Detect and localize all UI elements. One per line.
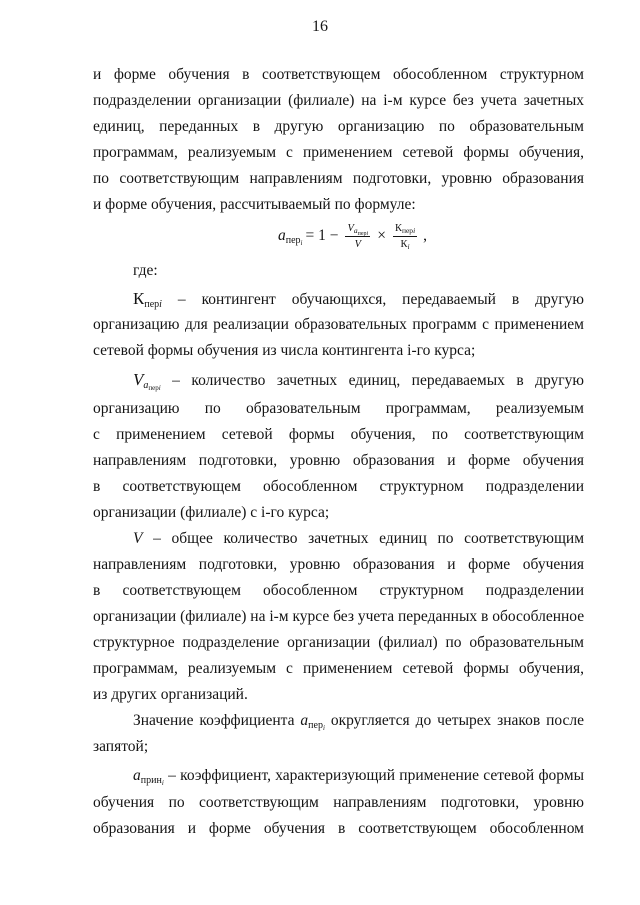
- def-v-line-6: программам, реализуемым с применением сетевой формы обучения,: [93, 660, 584, 677]
- paragraph-1-line-4: программам, реализуемым с применением сетевой формы обучения,: [93, 144, 584, 161]
- where-label: где:: [133, 262, 158, 279]
- def-k-per-line-3: сетевой формы обучения из числа контингента i-го курса;: [93, 342, 476, 359]
- k-per-symbol: $К_{перi}$: [133, 289, 162, 310]
- def-v-a-per-line-4: направлениям подготовки, уровню образования и форме обучения: [93, 452, 584, 469]
- def-k-per-line-1: $К_{перi}$ – контингент обучающихся, передаваемый в другую: [133, 289, 585, 310]
- paragraph-1-line-1: и форме обучения в соответствующем обособленном структурном: [93, 66, 584, 83]
- v-symbol: V: [133, 530, 143, 547]
- page-number: 16: [312, 18, 328, 35]
- paragraph-1-line-2: подразделении организации (филиале) на i-м курсе без учета зачетных: [93, 92, 584, 109]
- def-v-a-per-line-2: организацию по образовательным программам, реализуемым: [93, 400, 584, 417]
- rounding-line-1: Значение коэффициента $a_{пер_i}$ округляется до четырех знаков после: [133, 712, 585, 732]
- formula-tail: ,: [423, 227, 428, 244]
- def-v-a-per-line-5: в соответствующем обособленном структурном подразделении: [93, 478, 584, 495]
- def-a-prin-line-3: образования и форме обучения в соответствующем обособленном: [93, 820, 584, 837]
- formula: [278, 216, 427, 256]
- v-a-per-symbol: $V_{a_{перi}}$: [133, 370, 161, 392]
- def-k-per-line-2: организацию для реализации образовательных программ с применением: [93, 316, 584, 333]
- paragraph-1-line-3: единиц, переданных в другую организацию по образовательным: [93, 118, 584, 135]
- def-v-a-per-line-6: организации (филиале) с i-го курса;: [93, 504, 330, 521]
- rounding-line-2: запятой;: [93, 738, 149, 755]
- formula-lhs: $a_{пер_i}$: [278, 227, 303, 247]
- def-v-a-per-line-3: с применением сетевой формы обучения, по соответствующим: [93, 426, 584, 443]
- def-a-prin-line-1: $a_{прин_i}$ – коэффициент, характеризующий применение сетевой формы: [133, 767, 585, 787]
- paragraph-1-line-5: по соответствующим направлениям подготовки, уровню образования: [93, 170, 584, 187]
- def-v-line-2: направлениям подготовки, уровню образования и форме обучения: [93, 556, 584, 573]
- formula-fraction-1: $\frac{V_{a_{перi}}}{V}$: [347, 222, 369, 250]
- def-v-line-5: структурное подразделение организации (филиал) по образовательным: [93, 634, 584, 651]
- def-v-line-7: из других организаций.: [93, 686, 248, 703]
- a-prin-symbol: $a_{прин_i}$: [133, 767, 164, 787]
- def-v-line-4: организации (филиале) на i-м курсе без учета переданных в обособленное: [93, 608, 585, 625]
- formula-fraction-2: $\frac{К_{перi}}{К_i}$: [394, 222, 416, 251]
- a-per-symbol: $a_{пер_i}$: [300, 712, 325, 732]
- def-v-a-per-line-1: $V_{a_{перi}}$ – количество зачетных единиц, передаваемых в другую: [133, 370, 584, 392]
- def-v-line-3: в соответствующем обособленном структурном подразделении: [93, 582, 584, 599]
- paragraph-1-line-6: и форме обучения, рассчитываемый по формуле:: [93, 196, 416, 213]
- def-v-line-1: V – общее количество зачетных единиц по соответствующим: [133, 530, 585, 547]
- formula-times: ×: [377, 227, 386, 244]
- def-a-prin-line-2: обучения по соответствующим направлениям подготовки, уровню: [93, 794, 584, 811]
- formula-equals: = 1 −: [305, 227, 339, 244]
